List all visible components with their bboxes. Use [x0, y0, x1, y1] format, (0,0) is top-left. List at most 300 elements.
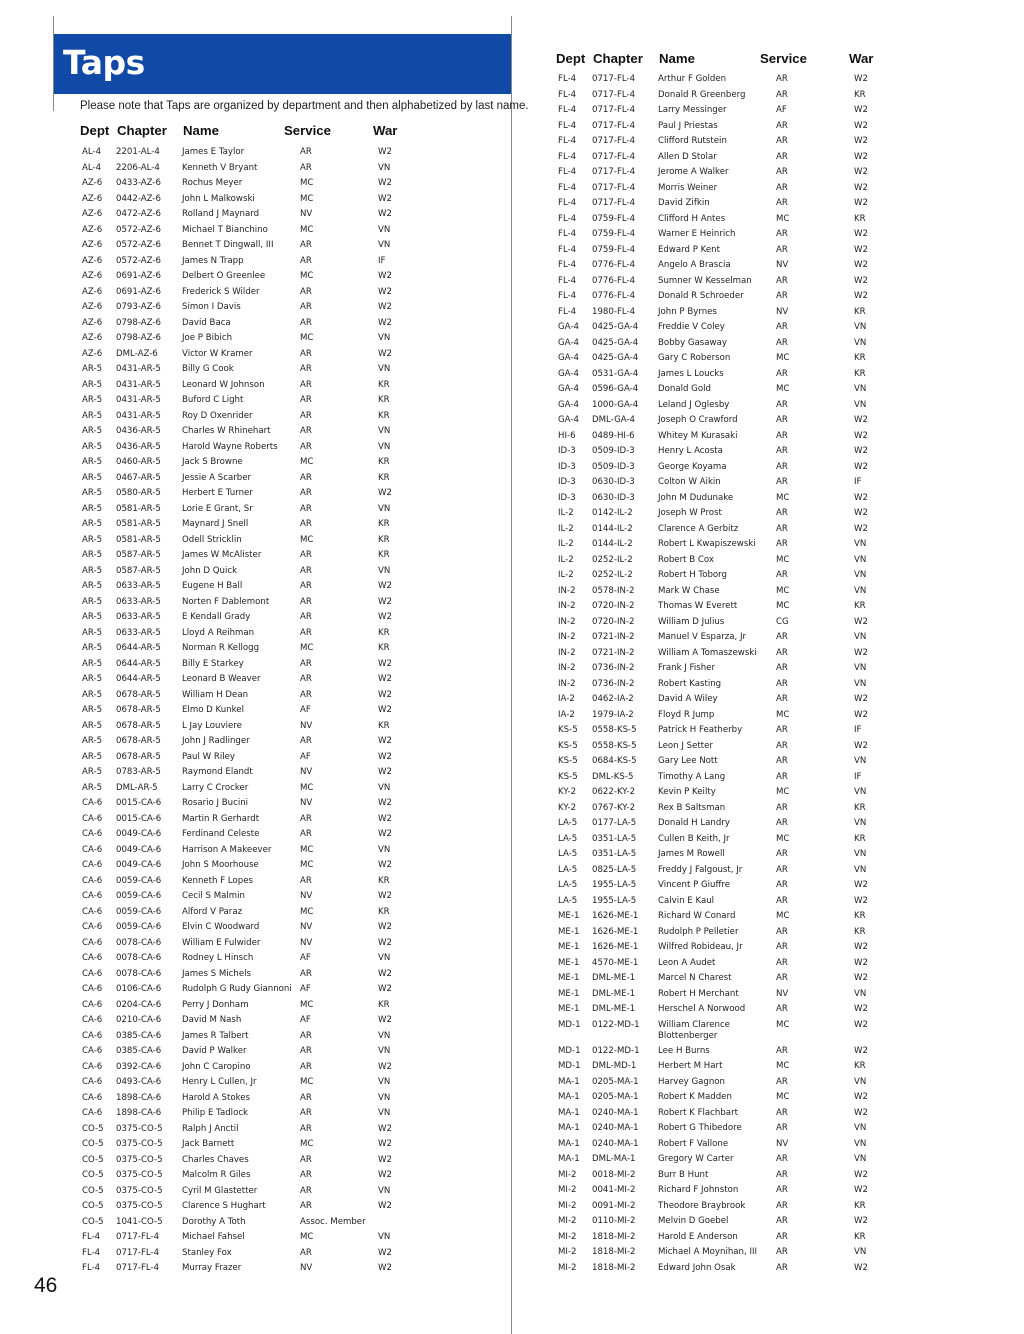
service-cell: AR [776, 477, 788, 487]
chapter-cell: 1818-MI-2 [592, 1231, 636, 1242]
table-row [556, 834, 896, 850]
service-cell: MC [776, 1061, 790, 1071]
name-cell: Lorie E Grant, Sr [182, 503, 253, 514]
dept-cell: IN-2 [558, 585, 576, 596]
war-cell: W2 [378, 1061, 392, 1072]
dept-cell: LA-5 [558, 895, 578, 906]
war-cell: W2 [854, 229, 868, 239]
war-cell: KR [378, 410, 390, 421]
table-row [556, 911, 896, 927]
table-row [80, 1093, 420, 1109]
name-cell: Gary C Roberson [658, 353, 731, 363]
dept-cell: IN-2 [558, 663, 576, 673]
chapter-cell: 0442-AZ-6 [116, 193, 161, 204]
chapter-cell: 1818-MI-2 [592, 1247, 636, 1257]
war-cell: VN [854, 1138, 867, 1149]
dept-cell: AZ-6 [82, 209, 103, 219]
war-cell: VN [854, 663, 867, 673]
war-cell: W2 [854, 275, 868, 286]
name-cell: Harrison A Makeever [182, 844, 272, 855]
war-cell: W2 [854, 260, 868, 270]
name-cell: Robert H Merchant [658, 988, 739, 999]
dept-cell: FL-4 [558, 120, 577, 131]
table-row [556, 880, 896, 896]
dept-cell: IN-2 [558, 616, 576, 627]
chapter-cell: 0462-IA-2 [592, 694, 634, 704]
name-cell: James L Loucks [658, 368, 724, 379]
name-cell: Maynard J Snell [182, 519, 249, 529]
name-cell: Marcel N Charest [658, 973, 732, 983]
chapter-cell: 1898-CA-6 [116, 1092, 162, 1103]
chapter-cell: 0142-IL-2 [592, 508, 633, 518]
table-row [556, 276, 896, 292]
table-row [556, 245, 896, 261]
service-cell: AR [776, 275, 788, 286]
table-row [556, 1201, 896, 1217]
dept-cell: AZ-6 [82, 255, 103, 266]
table-row [80, 767, 420, 783]
dept-cell: GA-4 [558, 368, 579, 379]
dept-cell: CA-6 [82, 1046, 103, 1056]
table-row [556, 586, 896, 602]
service-cell: MC [300, 193, 314, 204]
table-row [80, 411, 420, 427]
name-cell: David Zifkin [658, 198, 710, 208]
chapter-cell: 0177-LA-5 [592, 818, 637, 828]
table-row [556, 1004, 896, 1020]
service-cell: NV [776, 306, 789, 317]
war-cell: W2 [854, 1216, 868, 1226]
chapter-cell: 0776-FL-4 [592, 260, 636, 270]
dept-cell: AZ-6 [82, 317, 103, 328]
table-row [80, 1031, 420, 1047]
war-cell: KR [854, 1231, 866, 1242]
service-cell: MC [776, 833, 790, 844]
name-cell: Morris Weiner [658, 182, 718, 193]
war-cell: W2 [378, 193, 392, 204]
table-row [556, 772, 896, 788]
war-cell: W2 [854, 616, 868, 627]
chapter-cell: 0717-FL-4 [592, 136, 636, 146]
dept-cell: IL-2 [558, 570, 574, 580]
dept-cell: KY-2 [558, 787, 577, 797]
chapter-cell: 2206-AL-4 [116, 162, 160, 173]
header-war: War [849, 51, 874, 66]
table-row [556, 1061, 896, 1077]
header-war: War [373, 123, 398, 138]
service-cell: AR [776, 926, 788, 937]
table-row [556, 927, 896, 943]
chapter-cell: 0205-MA-1 [592, 1076, 639, 1087]
service-cell: AR [776, 1247, 788, 1257]
name-cell: Lloyd A Reihman [182, 627, 255, 638]
service-cell: AR [776, 942, 788, 952]
table-row [80, 1139, 420, 1155]
war-cell: W2 [378, 302, 392, 312]
war-cell: W2 [378, 596, 392, 607]
service-cell: AR [300, 581, 312, 591]
dept-cell: IN-2 [558, 632, 576, 642]
chapter-cell: 0678-AR-5 [116, 689, 161, 700]
name-cell: Alford V Paraz [182, 906, 243, 917]
chapter-cell: 0431-AR-5 [116, 395, 161, 405]
service-cell: AR [300, 612, 312, 622]
page-number: 46 [34, 1274, 58, 1297]
table-row [556, 214, 896, 230]
header-chapter: Chapter [117, 123, 167, 138]
war-cell: VN [378, 565, 391, 576]
table-row [80, 1077, 420, 1093]
chapter-cell: 0059-CA-6 [116, 891, 162, 901]
chapter-cell: DML-MD-1 [592, 1061, 637, 1071]
table-row [556, 229, 896, 245]
service-cell: AR [300, 255, 312, 266]
name-cell: Jessie A Scarber [182, 472, 252, 483]
service-cell: MC [300, 1232, 314, 1242]
table-row [80, 612, 420, 628]
table-row [556, 1020, 896, 1046]
war-cell: W2 [854, 105, 868, 115]
dept-cell: ID-3 [558, 461, 576, 472]
service-cell: AR [776, 1076, 788, 1087]
dept-cell: AR-5 [82, 596, 103, 607]
dept-cell: MI-2 [558, 1262, 577, 1273]
war-cell: W2 [378, 1170, 392, 1180]
war-cell: W2 [854, 740, 868, 751]
name-cell: James R Talbert [182, 1030, 249, 1041]
name-cell: Perry J Donham [182, 999, 249, 1010]
chapter-cell: 0678-AR-5 [116, 736, 161, 746]
service-cell: AR [776, 632, 788, 642]
table-row [556, 152, 896, 168]
service-cell: AR [300, 426, 312, 436]
service-cell: AR [300, 1061, 312, 1072]
table-row [80, 318, 420, 334]
dept-cell: CO-5 [82, 1170, 104, 1180]
name-cell: Rochus Meyer [182, 178, 243, 188]
war-cell: W2 [378, 937, 392, 948]
dept-cell: GA-4 [558, 322, 579, 332]
name-cell: Robert H Toborg [658, 570, 728, 580]
table-row [556, 1154, 896, 1170]
dept-cell: MI-2 [558, 1247, 577, 1257]
name-cell: Larry Messinger [658, 105, 727, 115]
war-cell: VN [854, 570, 867, 580]
dept-cell: AZ-6 [82, 271, 103, 281]
chapter-cell: 0684-KS-5 [592, 756, 637, 766]
dept-cell: AR-5 [82, 674, 103, 684]
name-cell: Elvin C Woodward [182, 922, 260, 932]
table-row [556, 648, 896, 664]
name-cell: Floyd R Jump [658, 709, 715, 720]
dept-cell: IL-2 [558, 508, 574, 518]
service-cell: AR [300, 317, 312, 328]
chapter-cell: 0596-GA-4 [592, 384, 639, 394]
chapter-cell: 0460-AR-5 [116, 457, 161, 467]
service-cell: AR [776, 229, 788, 239]
war-cell: W2 [854, 74, 868, 84]
name-cell: Joseph W Prost [658, 508, 722, 518]
war-cell: VN [378, 844, 391, 855]
table-row [556, 462, 896, 478]
service-cell: AR [300, 302, 312, 312]
table-row [556, 431, 896, 447]
service-cell: MC [300, 844, 314, 855]
name-cell: Manuel V Esparza, Jr [658, 632, 747, 642]
war-cell: W2 [378, 271, 392, 281]
service-cell: AR [300, 519, 312, 529]
table-row [80, 1263, 420, 1279]
dept-cell: FL-4 [82, 1232, 101, 1242]
table-row [80, 783, 420, 799]
war-cell: W2 [378, 751, 392, 762]
name-cell: Raymond Elandt [182, 767, 253, 777]
service-cell: AR [776, 756, 788, 766]
table-row [80, 1015, 420, 1031]
war-cell: W2 [378, 178, 392, 188]
name-cell: Robert L Kwapiszewski [658, 539, 756, 549]
dept-cell: KS-5 [558, 740, 578, 751]
table-row [80, 488, 420, 504]
table-row [80, 969, 420, 985]
name-cell: Charles W Rhinehart [182, 426, 271, 436]
chapter-cell: 0425-GA-4 [592, 353, 639, 363]
page-title: Taps [63, 43, 145, 82]
name-cell: Bennet T Dingwall, III [182, 240, 274, 250]
service-cell: AR [776, 322, 788, 332]
table-row [80, 1217, 420, 1233]
service-cell: AR [300, 395, 312, 405]
name-cell: Billy G Cook [182, 364, 234, 374]
chapter-cell: 0106-CA-6 [116, 984, 162, 994]
left-rows [80, 147, 420, 1279]
chapter-cell: 0717-FL-4 [592, 151, 636, 162]
war-cell: VN [854, 1154, 867, 1164]
chapter-cell: 0581-AR-5 [116, 519, 161, 529]
dept-cell: LA-5 [558, 880, 578, 890]
service-cell: AF [300, 984, 311, 994]
dept-cell: GA-4 [558, 384, 579, 394]
chapter-cell: 0433-AZ-6 [116, 178, 161, 188]
name-cell: David M Nash [182, 1015, 242, 1025]
dept-cell: AL-4 [82, 162, 102, 173]
chapter-cell: 1041-CO-5 [116, 1216, 163, 1227]
dept-cell: LA-5 [558, 818, 578, 828]
war-cell: W2 [854, 182, 868, 193]
chapter-cell: 0633-AR-5 [116, 612, 161, 622]
war-cell: W2 [854, 198, 868, 208]
service-cell: MC [776, 601, 790, 611]
header-name: Name [659, 51, 695, 66]
name-cell: Joseph O Crawford [658, 415, 738, 425]
name-cell: Paul J Priestas [658, 120, 718, 131]
war-cell: VN [854, 399, 867, 410]
chapter-cell: 0578-IN-2 [592, 585, 635, 596]
chapter-cell: 2201-AL-4 [116, 147, 160, 157]
war-cell: VN [854, 756, 867, 766]
chapter-cell: 0509-ID-3 [592, 446, 635, 456]
dept-cell: AR-5 [82, 410, 103, 421]
service-cell: MC [776, 1092, 790, 1102]
war-cell: W2 [378, 798, 392, 808]
dept-cell: GA-4 [558, 337, 579, 348]
chapter-cell: 0049-CA-6 [116, 860, 162, 870]
name-cell: Norten F Dablemont [182, 596, 270, 607]
war-cell: W2 [378, 1139, 392, 1149]
chapter-cell: 0078-CA-6 [116, 953, 162, 963]
war-cell: W2 [854, 957, 868, 968]
table-row [556, 74, 896, 90]
chapter-cell: 0205-MA-1 [592, 1092, 639, 1102]
dept-cell: AR-5 [82, 534, 103, 545]
service-cell: AR [300, 1201, 312, 1211]
war-cell: W2 [378, 674, 392, 684]
war-cell: W2 [378, 1201, 392, 1211]
chapter-cell: DML-AR-5 [116, 782, 158, 793]
dept-cell: CA-6 [82, 1030, 103, 1041]
chapter-cell: 0717-FL-4 [116, 1232, 160, 1242]
name-cell: Leon A Audet [658, 957, 716, 968]
table-row [80, 147, 420, 163]
chapter-cell: 0351-LA-5 [592, 833, 637, 844]
service-cell: AR [776, 647, 788, 658]
service-cell: AR [776, 539, 788, 549]
table-row [80, 1046, 420, 1062]
war-cell: W2 [854, 1019, 868, 1030]
service-cell: NV [776, 988, 789, 999]
table-row [80, 628, 420, 644]
name-cell: Leonard B Weaver [182, 674, 261, 684]
war-cell: VN [378, 1232, 391, 1242]
chapter-cell: 0633-AR-5 [116, 596, 161, 607]
service-cell: AR [300, 364, 312, 374]
table-row [80, 659, 420, 675]
war-cell: W2 [854, 120, 868, 131]
table-row [556, 338, 896, 354]
name-cell: Joe P Bibich [182, 333, 233, 343]
war-cell: W2 [378, 922, 392, 932]
table-row [556, 90, 896, 106]
table-row [80, 442, 420, 458]
name-cell: Jack Barnett [182, 1139, 235, 1149]
table-row [556, 849, 896, 865]
war-cell: W2 [854, 415, 868, 425]
service-cell: AR [776, 136, 788, 146]
table-row [80, 829, 420, 845]
chapter-cell: 0240-MA-1 [592, 1138, 639, 1149]
table-row [556, 183, 896, 199]
service-cell: AR [776, 368, 788, 379]
chapter-cell: 0509-ID-3 [592, 461, 635, 472]
name-cell: Donald R Greenberg [658, 89, 746, 100]
dept-cell: MD-1 [558, 1045, 581, 1056]
dept-cell: FL-4 [558, 136, 577, 146]
service-cell: AR [776, 446, 788, 456]
chapter-cell: 0717-FL-4 [116, 1247, 160, 1258]
chapter-cell: 0759-FL-4 [592, 229, 636, 239]
table-row [80, 1062, 420, 1078]
dept-cell: CA-6 [82, 968, 103, 979]
dept-cell: ME-1 [558, 988, 580, 999]
war-cell: W2 [854, 151, 868, 162]
service-cell: AR [776, 244, 788, 255]
name-cell: David P Walker [182, 1046, 247, 1056]
dept-cell: AL-4 [82, 147, 102, 157]
table-row [556, 958, 896, 974]
table-row [556, 617, 896, 633]
dept-cell: MA-1 [558, 1138, 580, 1149]
table-row [556, 663, 896, 679]
war-cell: W2 [854, 461, 868, 472]
table-row [556, 1123, 896, 1139]
dept-cell: CA-6 [82, 1092, 103, 1103]
table-row [556, 121, 896, 137]
war-cell: KR [378, 379, 390, 390]
service-cell: AR [776, 725, 788, 735]
chapter-cell: 0015-CA-6 [116, 813, 162, 824]
war-cell: KR [854, 601, 866, 611]
chapter-cell: 0375-CO-5 [116, 1185, 163, 1196]
service-cell: AR [300, 658, 312, 669]
war-cell: VN [378, 333, 391, 343]
war-cell: VN [378, 240, 391, 250]
name-cell: Cecil S Malmin [182, 891, 245, 901]
name-cell: Victor W Kramer [182, 348, 253, 359]
war-cell: VN [854, 1123, 867, 1133]
name-cell: Billy E Starkey [182, 658, 244, 669]
chapter-cell: DML-KS-5 [592, 771, 634, 782]
dept-cell: AZ-6 [82, 348, 103, 359]
chapter-cell: 0375-CO-5 [116, 1170, 163, 1180]
name-cell: Paul W Riley [182, 751, 235, 762]
table-row [80, 535, 420, 551]
dept-cell: GA-4 [558, 399, 579, 410]
chapter-cell: 0110-MI-2 [592, 1216, 636, 1226]
chapter-cell: DML-AZ-6 [116, 348, 158, 359]
chapter-cell: 0049-CA-6 [116, 844, 162, 855]
chapter-cell: 0767-KY-2 [592, 802, 636, 813]
dept-cell: AR-5 [82, 627, 103, 638]
war-cell: KR [378, 534, 390, 545]
table-row [556, 818, 896, 834]
war-cell: W2 [854, 446, 868, 456]
name-cell: John S Moorhouse [182, 860, 259, 870]
name-cell: Martin R Gerhardt [182, 813, 260, 824]
war-cell: W2 [378, 813, 392, 824]
chapter-cell: 0717-FL-4 [592, 120, 636, 131]
chapter-cell: 0467-AR-5 [116, 472, 161, 483]
chapter-cell: 0059-CA-6 [116, 875, 162, 886]
dept-cell: ME-1 [558, 911, 580, 921]
service-cell: AR [776, 694, 788, 704]
chapter-cell: 0736-IN-2 [592, 663, 635, 673]
dept-cell: IA-2 [558, 694, 575, 704]
name-cell: Thomas W Everett [658, 601, 738, 611]
dept-cell: AR-5 [82, 658, 103, 669]
war-cell: VN [854, 539, 867, 549]
table-row [556, 756, 896, 772]
table-row [80, 1124, 420, 1140]
name-cell: Robert Kasting [658, 678, 722, 689]
chapter-cell: 1818-MI-2 [592, 1262, 636, 1273]
dept-cell: FL-4 [558, 275, 577, 286]
chapter-cell: 4570-ME-1 [592, 957, 639, 968]
table-row [80, 256, 420, 272]
chapter-cell: 0436-AR-5 [116, 426, 161, 436]
service-cell: NV [776, 1138, 789, 1149]
name-cell: Kenneth F Lopes [182, 875, 254, 886]
war-cell: KR [378, 720, 390, 731]
